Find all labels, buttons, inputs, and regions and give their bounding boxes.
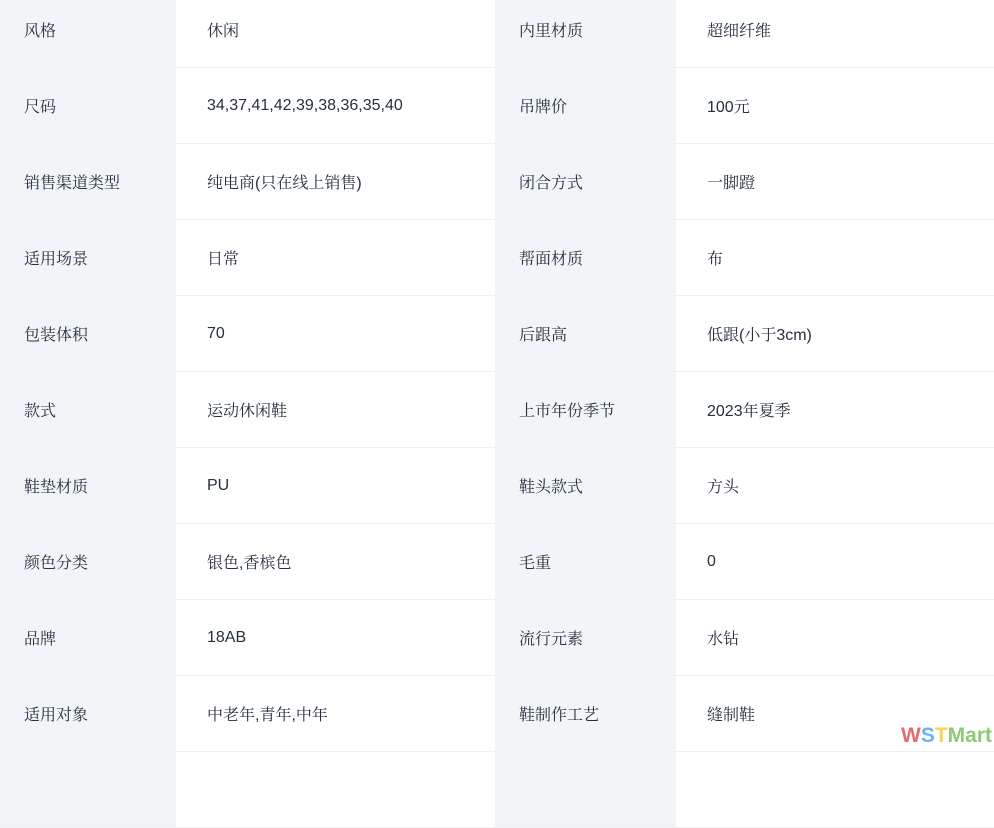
wstmart-logo [901, 725, 992, 746]
filler-cell [495, 752, 676, 828]
spec-value-right: 2023年夏季 [676, 372, 994, 448]
filler-cell [176, 752, 495, 828]
spec-label-right: 上市年份季节 [495, 372, 676, 448]
spec-value-left: 纯电商(只在线上销售) [176, 144, 495, 220]
spec-value-left: 34,37,41,42,39,38,36,35,40 [176, 68, 495, 144]
spec-label-left: 品牌 [0, 600, 176, 676]
spec-value-left: 日常 [176, 220, 495, 296]
spec-label-left: 适用对象 [0, 676, 176, 752]
spec-value-right: 超细纤维 [676, 0, 994, 68]
spec-label-right: 后跟高 [495, 296, 676, 372]
spec-label-left: 销售渠道类型 [0, 144, 176, 220]
spec-value-left: 银色,香槟色 [176, 524, 495, 600]
spec-label-right: 流行元素 [495, 600, 676, 676]
spec-value-right: 低跟(小于3cm) [676, 296, 994, 372]
spec-value-left: 70 [176, 296, 495, 372]
spec-label-right: 闭合方式 [495, 144, 676, 220]
spec-value-left: 运动休闲鞋 [176, 372, 495, 448]
spec-value-left: 18AB [176, 600, 495, 676]
spec-value-right: 布 [676, 220, 994, 296]
spec-label-right: 帮面材质 [495, 220, 676, 296]
spec-label-right: 毛重 [495, 524, 676, 600]
spec-value-right: 100元 [676, 68, 994, 144]
spec-label-right: 鞋制作工艺 [495, 676, 676, 752]
spec-label-left: 尺码 [0, 68, 176, 144]
spec-value-right: 一脚蹬 [676, 144, 994, 220]
spec-value-right: 缝制鞋 [676, 676, 994, 752]
spec-label-right: 内里材质 [495, 0, 676, 68]
spec-label-left: 适用场景 [0, 220, 176, 296]
logo-letter-segment: T [934, 724, 948, 747]
filler-cell [676, 752, 994, 828]
spec-label-left: 风格 [0, 0, 176, 68]
logo-letter-segment: Mart [947, 724, 992, 747]
filler-cell [0, 752, 176, 828]
spec-value-right: 水钻 [676, 600, 994, 676]
spec-value-left: PU [176, 448, 495, 524]
spec-value-right: 方头 [676, 448, 994, 524]
spec-label-right: 吊牌价 [495, 68, 676, 144]
spec-label-right: 鞋头款式 [495, 448, 676, 524]
spec-label-left: 包装体积 [0, 296, 176, 372]
spec-value-right: 0 [676, 524, 994, 600]
spec-label-left: 颜色分类 [0, 524, 176, 600]
spec-value-left: 休闲 [176, 0, 495, 68]
logo-letter-segment: S [920, 724, 935, 747]
spec-label-left: 鞋垫材质 [0, 448, 176, 524]
spec-label-left: 款式 [0, 372, 176, 448]
logo-letter-segment: W [900, 724, 921, 747]
spec-value-left: 中老年,青年,中年 [176, 676, 495, 752]
